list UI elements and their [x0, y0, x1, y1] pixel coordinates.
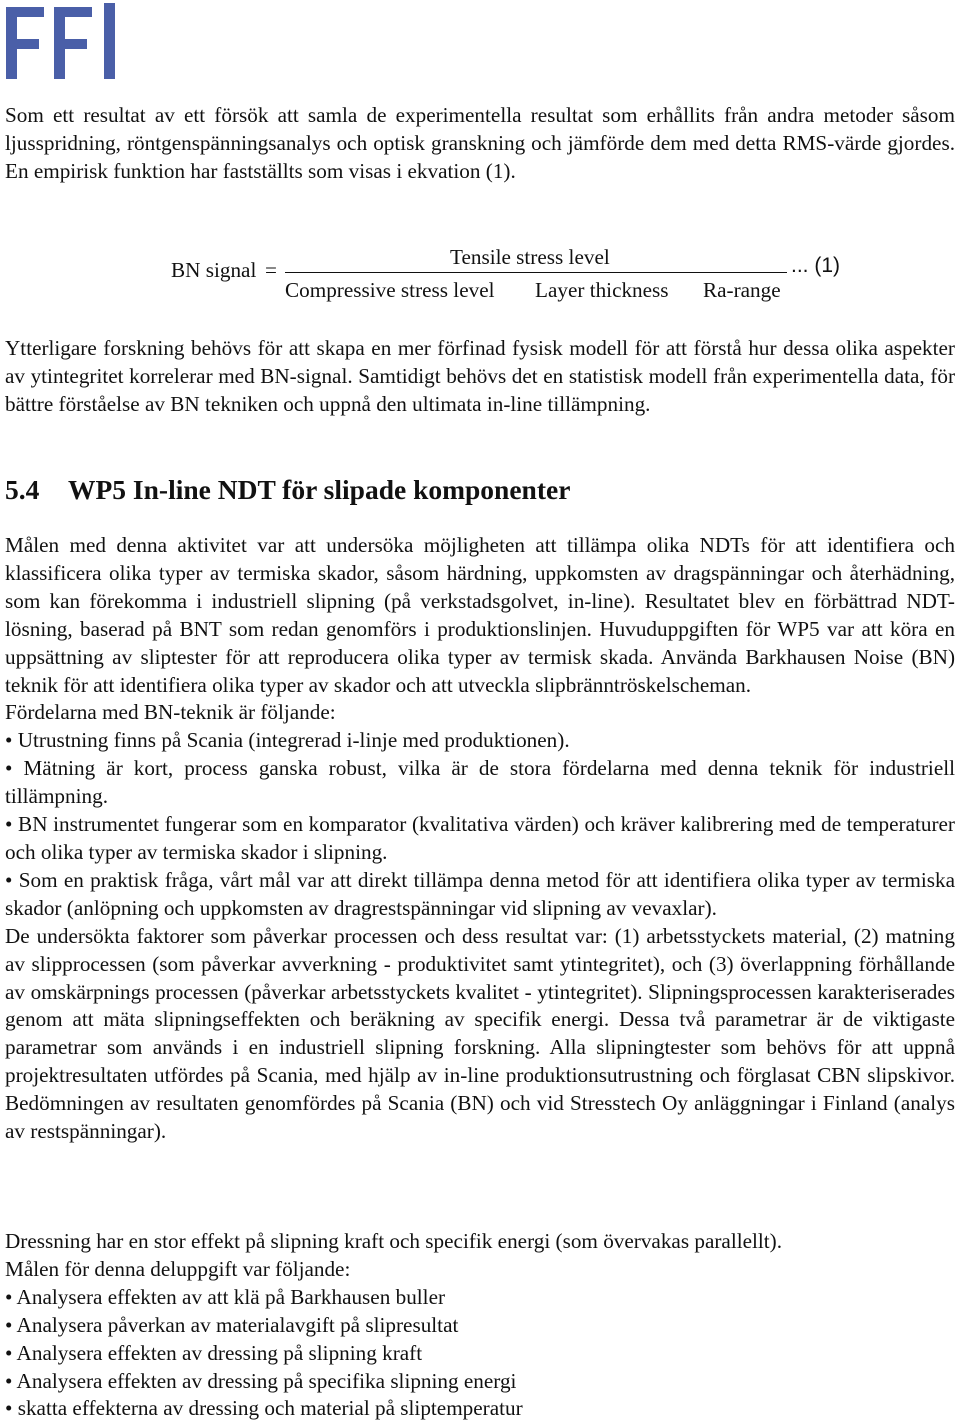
- section-title: WP5 In-line NDT för slipade komponenter: [68, 474, 571, 505]
- equation-denominator-term: Ra-range: [703, 278, 781, 302]
- benefit-item: • Mätning är kort, process ganska robust, vilka är de stora fördelarna med denna teknik för industriell tillämpning.: [5, 756, 955, 809]
- equation-denominator-term: Layer thickness: [535, 278, 669, 302]
- equation-label: ... (1): [791, 254, 841, 277]
- goal-item: • Analysera påverkan av materialavgift på slipresultat: [5, 1312, 459, 1337]
- benefit-item: • Utrustning finns på Scania (integrerad i-linje med produktionen).: [5, 728, 570, 753]
- fraction-bar: [285, 272, 787, 273]
- benefit-item: • Som en praktisk fråga, vårt mål var att direkt tillämpa denna metod för att identifiera olika typer av termiska skador (anlöpning och uppkomsten av dragrestspänningar vid slipning av vevaxlar).: [5, 867, 955, 920]
- benefit-item: • BN instrumentet fungerar som en komparator (kvalitativa värden) och kräver kalibrering med de temperaturer och olika typer av termiska skador i slipning.: [5, 812, 955, 864]
- goal-item: • Analysera effekten av dressing på slipning kraft: [5, 1340, 423, 1365]
- goal-item: • Analysera effekten av dressing på specifika slipning energi: [5, 1368, 517, 1393]
- equation-lhs: BN signal: [171, 258, 257, 282]
- wp5-body: [5, 532, 955, 1146]
- intro-paragraph: Som ett resultat av ett försök att samla de experimentella resultat som erhållits från andra metoder såsom ljusspridning, röntgenspänningsanalys och optisk granskning och jämförde dem med detta RMS-värde gjordes. En empirisk funktion har fastställts som visas i ekvation (1).: [5, 103, 955, 183]
- research-paragraph: Ytterligare forskning behövs för att skapa en mer förfinad fysisk modell för att förstå hur dessa olika aspekter av ytintegritet korrelerar med BN-signal. Samtidigt behövs det en statistisk modell från experimentella data, för bättre förståelse av BN tekniken och uppnå den ultimata in-line tillämpning.: [5, 336, 955, 416]
- equation-denominator-term: Compressive stress level: [285, 278, 495, 302]
- goal-item: • skatta effekterna av dressing och material på sliptemperatur: [5, 1396, 523, 1421]
- section-heading: [5, 472, 570, 508]
- wp5-paragraph: Målen med denna aktivitet var att undersöka möjligheten att tillämpa olika NDTs för att identifiera och klassificera olika typer av termiska skador, såsom härdning, uppkomsten av dragspänningar och återhädning, som kan förekomma i industriell slipning (på verkstadsgolvet, in-line). Resultatet blev en förbättrad NDT-lösning, baserad på BNT som redan genomförs i produktionslinjen. Huvuduppgiften för WP5 var att köra en uppsättning av sliptester för att reproducera olika typer av termisk skada. Använda Barkhausen Noise (BN) teknik för att identifiera olika typer av skador och att utveckla slipbränntröskelscheman.: [5, 533, 955, 697]
- section-number: 5.4: [5, 474, 40, 505]
- equation-equals: =: [265, 258, 277, 282]
- dressing-body: [5, 1228, 955, 1423]
- equation-numerator: Tensile stress level: [450, 245, 610, 269]
- ffi-logo: [6, 3, 118, 79]
- factors-paragraph: De undersökta faktorer som påverkar processen och dess resultat var: (1) arbetsstyckets material, (2) matning av slipprocessen (som påverkar avverkning - produktivitet samt ytintegritet), och (3) överlappning förhållande av omskärpnings processen (påverkar arbetsstyckets kvalitet - ytintegritet). Slipningsprocessen karakteriserades genom att mäta slipningseffekten och beräkning av specifik energi. Dessa två parametrar är de viktigaste parametrar som används i en industriell slipning forskning. Alla slipningtester som behövs för att uppnå projektresultaten utfördes på Scania, med hjälp av in-line produktionsutrustning och förglasat CBN slipskivor. Bedömningen av resultaten genomfördes på Scania (BN) och vid Stresstech Oy anläggningar i Finland (analys av restspänningar).: [5, 923, 955, 1144]
- dressing-paragraph: Dressning har en stor effekt på slipning kraft och specifik energi (som övervakas parallellt).: [5, 1229, 783, 1253]
- benefits-lead: Fördelarna med BN-teknik är följande:: [5, 700, 336, 725]
- goal-item: • Analysera effekten av att klä på Barkhausen buller: [5, 1284, 446, 1309]
- goals-lead: Målen för denna deluppgift var följande:: [5, 1256, 351, 1281]
